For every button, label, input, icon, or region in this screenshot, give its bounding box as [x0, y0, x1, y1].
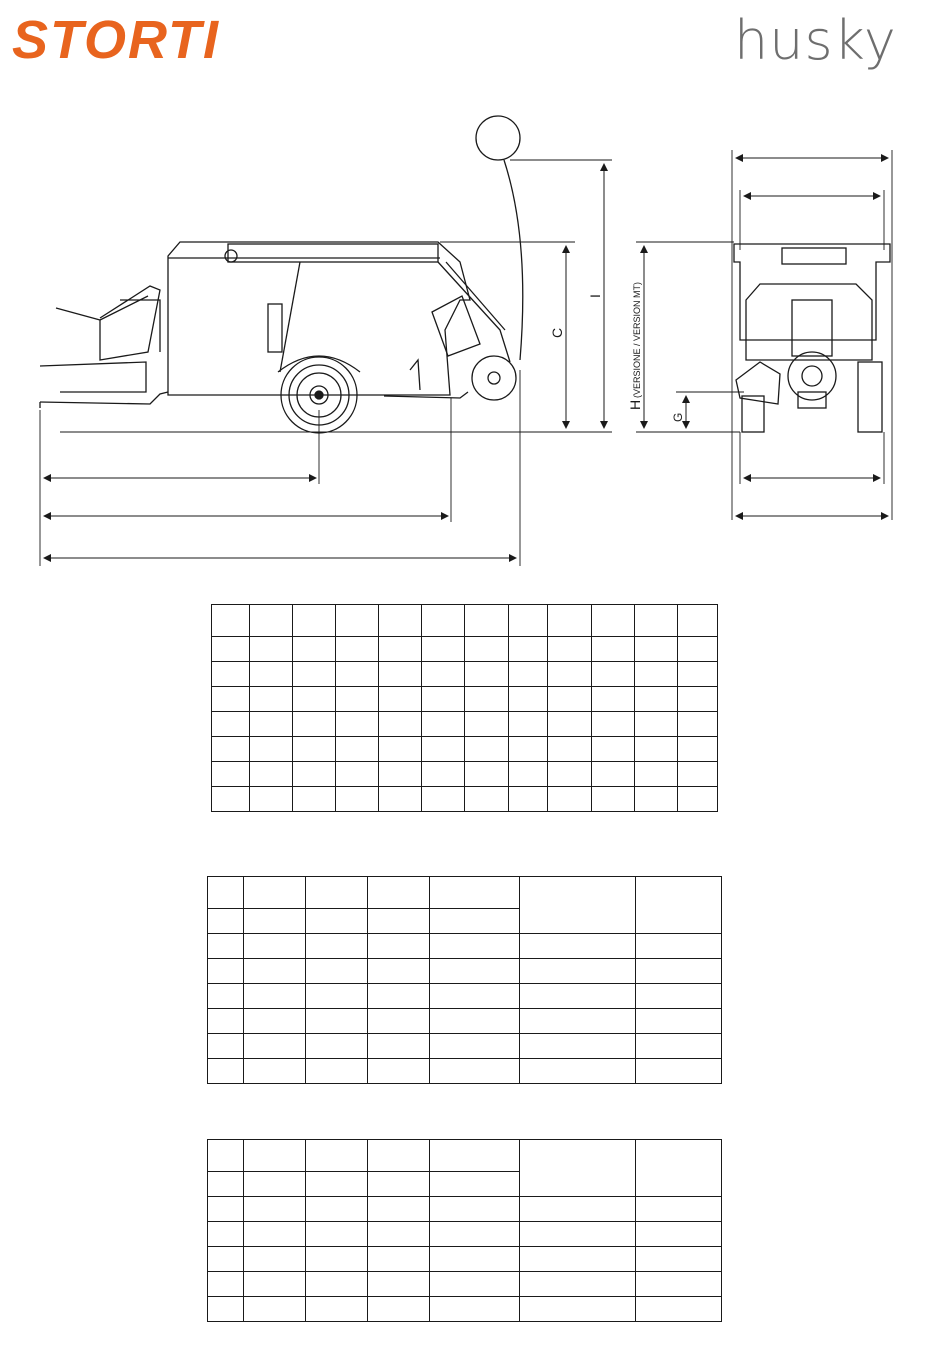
table-cell	[379, 637, 422, 662]
table-cell	[520, 1247, 636, 1272]
rear-view-baler	[734, 244, 890, 432]
table-cell	[422, 637, 465, 662]
table-row	[208, 1222, 722, 1247]
table-cell	[520, 984, 636, 1009]
table-cell	[244, 1247, 306, 1272]
table-row	[212, 712, 718, 737]
table-cell	[430, 984, 520, 1009]
table-cell	[250, 637, 293, 662]
table-cell	[208, 1222, 244, 1247]
table-cell	[306, 1059, 368, 1084]
table-cell	[678, 662, 718, 687]
table-cell	[336, 687, 379, 712]
table-cell	[635, 687, 678, 712]
table-cell	[208, 1059, 244, 1084]
table-cell	[306, 909, 368, 934]
table-cell	[678, 605, 718, 637]
table-cell	[244, 959, 306, 984]
table-cell	[368, 1247, 430, 1272]
table-cell	[520, 934, 636, 959]
table-cell	[379, 687, 422, 712]
table-cell	[592, 687, 635, 712]
table-cell	[368, 984, 430, 1009]
table-cell	[244, 1172, 306, 1197]
table-cell	[306, 1172, 368, 1197]
table-cell	[430, 1059, 520, 1084]
table-cell	[306, 959, 368, 984]
table-cell	[379, 605, 422, 637]
table-cell	[509, 762, 548, 787]
table-cell	[636, 1272, 722, 1297]
table-cell	[208, 1247, 244, 1272]
table-cell	[336, 662, 379, 687]
spec-table-2	[207, 876, 722, 1084]
table-row	[208, 1197, 722, 1222]
table-cell	[635, 762, 678, 787]
dim-label-c: C	[549, 327, 565, 338]
table-cell	[212, 662, 250, 687]
table-cell	[293, 687, 336, 712]
table-cell	[465, 737, 509, 762]
table-cell	[636, 1247, 722, 1272]
table-cell	[548, 712, 592, 737]
dim-label-h-note: (VERSIONE / VERSION MT)	[632, 281, 642, 398]
table-row	[212, 687, 718, 712]
table-cell	[250, 662, 293, 687]
table-cell	[244, 1059, 306, 1084]
table-cell	[306, 1009, 368, 1034]
table-cell	[509, 687, 548, 712]
table-cell	[336, 637, 379, 662]
table-cell	[379, 712, 422, 737]
table-cell	[422, 737, 465, 762]
table-cell	[678, 787, 718, 812]
table-cell	[212, 712, 250, 737]
table-cell	[592, 637, 635, 662]
table-cell	[293, 762, 336, 787]
table-cell	[208, 984, 244, 1009]
table-cell	[368, 909, 430, 934]
table-cell	[509, 712, 548, 737]
table-cell	[244, 1197, 306, 1222]
table-cell	[212, 637, 250, 662]
table-cell	[548, 762, 592, 787]
table-cell	[520, 1059, 636, 1084]
table-cell	[336, 762, 379, 787]
table-cell	[636, 959, 722, 984]
table-cell	[306, 984, 368, 1009]
table-cell	[368, 959, 430, 984]
table-cell	[208, 877, 244, 909]
table-row	[212, 787, 718, 812]
table-cell	[336, 605, 379, 637]
dim-label-h: H	[627, 399, 643, 410]
table-cell	[678, 737, 718, 762]
table-cell	[430, 909, 520, 934]
table-cell	[293, 737, 336, 762]
table-cell	[520, 1009, 636, 1034]
table-cell	[520, 1272, 636, 1297]
table-cell	[636, 1140, 722, 1197]
table-cell	[293, 787, 336, 812]
table-cell	[293, 605, 336, 637]
table-cell	[244, 1140, 306, 1172]
spec-table-2-body	[208, 877, 722, 1084]
table-cell	[208, 909, 244, 934]
table-cell	[635, 737, 678, 762]
table-cell	[212, 737, 250, 762]
table-cell	[636, 984, 722, 1009]
table-cell	[368, 877, 430, 909]
table-cell	[548, 605, 592, 637]
table-cell	[244, 1222, 306, 1247]
table-cell	[465, 637, 509, 662]
table-cell	[636, 1197, 722, 1222]
table-cell	[548, 687, 592, 712]
table-cell	[422, 687, 465, 712]
table-cell	[430, 959, 520, 984]
table-cell	[368, 1197, 430, 1222]
table-row	[208, 1140, 722, 1172]
table-cell	[208, 1172, 244, 1197]
table-cell	[520, 877, 636, 934]
table-cell	[244, 909, 306, 934]
storti-logo-text: STORTI	[12, 10, 221, 68]
table-cell	[306, 1272, 368, 1297]
table-row	[208, 877, 722, 909]
table-cell	[208, 1297, 244, 1322]
table-cell	[368, 1034, 430, 1059]
table-cell	[368, 934, 430, 959]
table-cell	[592, 787, 635, 812]
table-cell	[306, 1197, 368, 1222]
table-cell	[368, 1059, 430, 1084]
table-cell	[208, 1197, 244, 1222]
table-cell	[293, 662, 336, 687]
table-cell	[379, 662, 422, 687]
side-view-baler	[40, 116, 523, 433]
table-cell	[678, 637, 718, 662]
dim-label-g: G	[671, 412, 685, 422]
table-cell	[465, 687, 509, 712]
table-row	[208, 1247, 722, 1272]
table-cell	[212, 787, 250, 812]
table-cell	[592, 737, 635, 762]
table-cell	[250, 605, 293, 637]
table-cell	[293, 637, 336, 662]
table-cell	[368, 1009, 430, 1034]
table-cell	[368, 1222, 430, 1247]
table-cell	[208, 1272, 244, 1297]
table-cell	[336, 787, 379, 812]
table-row	[208, 934, 722, 959]
table-row	[212, 762, 718, 787]
table-cell	[422, 787, 465, 812]
table-cell	[244, 1297, 306, 1322]
table-cell	[635, 605, 678, 637]
table-row	[208, 1034, 722, 1059]
table-row	[208, 1059, 722, 1084]
table-cell	[208, 1034, 244, 1059]
table-cell	[244, 877, 306, 909]
table-cell	[548, 662, 592, 687]
table-row	[212, 662, 718, 687]
table-cell	[548, 737, 592, 762]
table-cell	[336, 737, 379, 762]
table-cell	[592, 662, 635, 687]
table-row	[212, 637, 718, 662]
table-cell	[430, 1197, 520, 1222]
table-cell	[306, 934, 368, 959]
table-cell	[379, 737, 422, 762]
table-cell	[212, 605, 250, 637]
table-cell	[465, 712, 509, 737]
table-cell	[208, 1009, 244, 1034]
table-cell	[430, 1272, 520, 1297]
table-cell	[250, 762, 293, 787]
table-cell	[636, 1009, 722, 1034]
table-cell	[212, 762, 250, 787]
table-cell	[509, 605, 548, 637]
table-cell	[306, 1034, 368, 1059]
table-cell	[244, 1272, 306, 1297]
table-cell	[306, 877, 368, 909]
table-cell	[592, 712, 635, 737]
table-cell	[430, 1247, 520, 1272]
table-row	[208, 1272, 722, 1297]
table-cell	[636, 934, 722, 959]
table-cell	[509, 737, 548, 762]
technical-drawing	[0, 0, 950, 580]
table-row	[208, 1009, 722, 1034]
table-cell	[430, 934, 520, 959]
table-cell	[430, 1034, 520, 1059]
table-cell	[422, 712, 465, 737]
spec-table-1-body	[212, 605, 718, 812]
table-cell	[636, 1222, 722, 1247]
table-cell	[422, 762, 465, 787]
table-cell	[336, 712, 379, 737]
table-cell	[520, 1140, 636, 1197]
table-cell	[379, 787, 422, 812]
table-cell	[430, 1140, 520, 1172]
table-cell	[636, 1034, 722, 1059]
table-cell	[520, 1222, 636, 1247]
table-cell	[422, 605, 465, 637]
table-cell	[244, 934, 306, 959]
table-cell	[430, 1009, 520, 1034]
table-cell	[212, 687, 250, 712]
table-cell	[635, 787, 678, 812]
table-row	[208, 984, 722, 1009]
dim-label-i: I	[587, 294, 603, 298]
husky-logo: husky	[734, 9, 897, 72]
table-cell	[520, 1034, 636, 1059]
table-cell	[368, 1272, 430, 1297]
table-cell	[250, 737, 293, 762]
table-cell	[678, 762, 718, 787]
table-cell	[465, 662, 509, 687]
table-cell	[548, 787, 592, 812]
table-row	[208, 959, 722, 984]
table-cell	[430, 877, 520, 909]
table-cell	[379, 762, 422, 787]
table-row	[212, 605, 718, 637]
table-cell	[548, 637, 592, 662]
table-cell	[635, 637, 678, 662]
table-cell	[465, 762, 509, 787]
table-cell	[465, 787, 509, 812]
table-cell	[250, 687, 293, 712]
table-cell	[520, 959, 636, 984]
table-cell	[422, 662, 465, 687]
table-cell	[678, 712, 718, 737]
table-cell	[250, 712, 293, 737]
table-cell	[592, 605, 635, 637]
table-cell	[306, 1140, 368, 1172]
table-cell	[592, 762, 635, 787]
spec-table-3	[207, 1139, 722, 1322]
table-cell	[465, 605, 509, 637]
table-cell	[509, 787, 548, 812]
table-cell	[244, 1034, 306, 1059]
table-cell	[509, 637, 548, 662]
table-cell	[520, 1197, 636, 1222]
table-cell	[306, 1222, 368, 1247]
table-cell	[250, 787, 293, 812]
table-cell	[208, 959, 244, 984]
table-cell	[306, 1247, 368, 1272]
table-cell	[636, 1059, 722, 1084]
table-cell	[520, 1297, 636, 1322]
table-cell	[244, 1009, 306, 1034]
table-cell	[306, 1297, 368, 1322]
table-cell	[678, 687, 718, 712]
table-cell	[368, 1297, 430, 1322]
table-row	[208, 1297, 722, 1322]
table-cell	[509, 662, 548, 687]
table-cell	[636, 1297, 722, 1322]
table-cell	[368, 1172, 430, 1197]
table-cell	[430, 1172, 520, 1197]
table-row	[212, 737, 718, 762]
table-cell	[368, 1140, 430, 1172]
table-cell	[635, 712, 678, 737]
spec-table-1	[211, 604, 718, 812]
table-cell	[430, 1222, 520, 1247]
table-cell	[636, 877, 722, 934]
table-cell	[208, 934, 244, 959]
table-cell	[430, 1297, 520, 1322]
table-cell	[293, 712, 336, 737]
table-cell	[244, 984, 306, 1009]
table-cell	[635, 662, 678, 687]
table-cell	[208, 1140, 244, 1172]
spec-table-3-body	[208, 1140, 722, 1322]
